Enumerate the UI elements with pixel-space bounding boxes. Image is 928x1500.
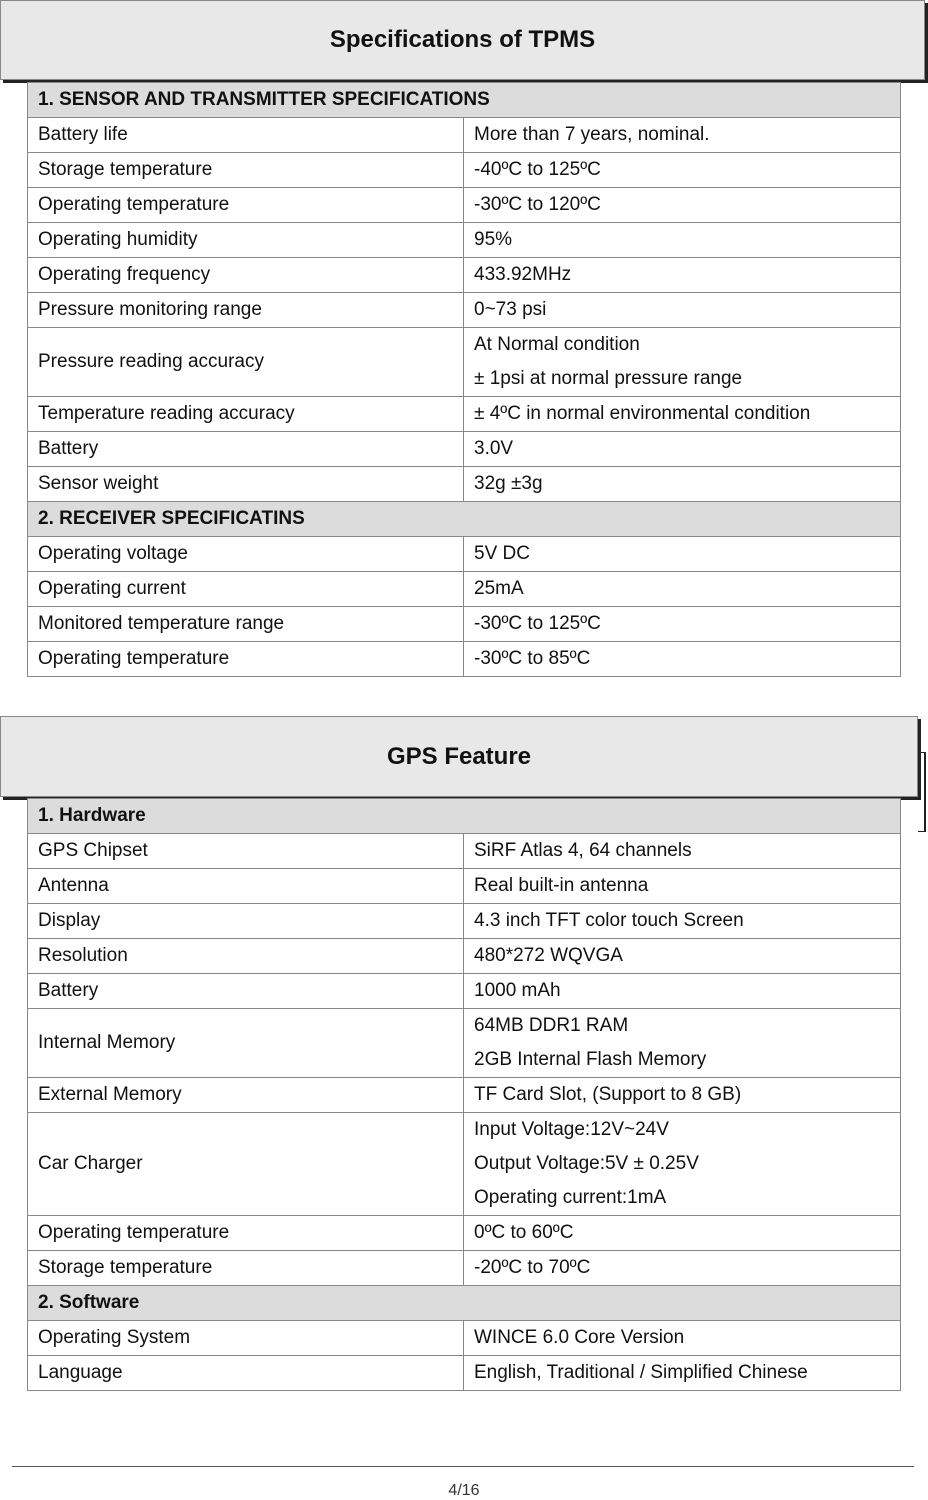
spec-label: Operating current [28, 572, 464, 607]
table-row [28, 118, 901, 153]
table-row [28, 432, 901, 467]
spec-label: Pressure monitoring range [28, 293, 464, 328]
spec-value [464, 153, 901, 188]
spec-label: Battery life [28, 118, 464, 153]
table-row [28, 939, 901, 974]
section-header-row [28, 799, 901, 834]
spec-value [464, 293, 901, 328]
table-row [28, 1251, 901, 1286]
spec-value-line: TF Card Slot, (Support to 8 GB) [474, 1084, 742, 1105]
spec-value [464, 223, 901, 258]
spec-value-line: ± 4ºC in normal environmental condition [474, 403, 811, 424]
table-row [28, 223, 901, 258]
spec-value [464, 642, 901, 677]
spec-label: Temperature reading accuracy [28, 397, 464, 432]
spec-value-line: 25mA [474, 578, 524, 599]
footer-divider [12, 1466, 914, 1467]
spec-label: Storage temperature [28, 1251, 464, 1286]
gps-title-banner [0, 716, 918, 797]
spec-value-line: English, Traditional / Simplified Chinese [474, 1362, 808, 1383]
spec-label: External Memory [28, 1078, 464, 1113]
table-row [28, 153, 901, 188]
spec-label: Monitored temperature range [28, 607, 464, 642]
table-row [28, 572, 901, 607]
spec-value [464, 328, 901, 397]
spec-value-line: 4.3 inch TFT color touch Screen [474, 910, 744, 931]
table-row [28, 642, 901, 677]
table-row [28, 607, 901, 642]
tpms-title-banner [0, 0, 925, 80]
spec-value-line: -20ºC to 70ºC [474, 1257, 591, 1278]
spec-value-line: 32g ±3g [474, 473, 543, 494]
table-row [28, 1078, 901, 1113]
spec-label: Internal Memory [28, 1009, 464, 1078]
table-row [28, 328, 901, 397]
spec-value-line: More than 7 years, nominal. [474, 124, 710, 145]
spec-value-line: 2GB Internal Flash Memory [474, 1049, 707, 1070]
spec-value-line: 3.0V [474, 438, 514, 459]
table-row [28, 1321, 901, 1356]
section-heading: 1. Hardware [28, 799, 901, 834]
table-row [28, 258, 901, 293]
spec-value [464, 1009, 901, 1078]
spec-label: Language [28, 1356, 464, 1391]
spec-value [464, 572, 901, 607]
spec-value-line: -30ºC to 120ºC [474, 194, 601, 215]
spec-label: Battery [28, 974, 464, 1009]
table-row [28, 1009, 901, 1078]
spec-value [464, 467, 901, 502]
spec-value [464, 1356, 901, 1391]
section-header-row [28, 502, 901, 537]
section-heading: 2. RECEIVER SPECIFICATINS [28, 502, 901, 537]
spec-value-line: 480*272 WQVGA [474, 945, 623, 966]
spec-value-line: 95% [474, 229, 513, 250]
spec-value-line: 1000 mAh [474, 980, 561, 1001]
spec-label: Operating temperature [28, 1216, 464, 1251]
tpms-spec-table [27, 82, 901, 677]
spec-label: Car Charger [28, 1113, 464, 1216]
spec-value-line: -40ºC to 125ºC [474, 159, 601, 180]
table-row [28, 1113, 901, 1216]
table-row [28, 834, 901, 869]
spec-label: Operating voltage [28, 537, 464, 572]
section-heading: 2. Software [28, 1286, 901, 1321]
section-header-row [28, 1286, 901, 1321]
spec-value [464, 607, 901, 642]
spec-label: Operating frequency [28, 258, 464, 293]
section-heading: 1. SENSOR AND TRANSMITTER SPECIFICATIONS [28, 83, 901, 118]
spec-value-line: -30ºC to 85ºC [474, 648, 591, 669]
spec-label: Display [28, 904, 464, 939]
table-row [28, 397, 901, 432]
table-row [28, 1216, 901, 1251]
spec-label: Operating humidity [28, 223, 464, 258]
page-number: 4/16 [448, 1482, 480, 1499]
spec-label: Operating temperature [28, 188, 464, 223]
spec-value [464, 869, 901, 904]
gps-spec-table [27, 798, 901, 1391]
spec-value [464, 258, 901, 293]
table-row [28, 974, 901, 1009]
spec-value-line: ± 1psi at normal pressure range [474, 368, 743, 389]
spec-label: Resolution [28, 939, 464, 974]
spec-value-line: Output Voltage:5V ± 0.25V [474, 1153, 699, 1174]
spec-value [464, 118, 901, 153]
spec-value [464, 397, 901, 432]
spec-value-line: 64MB DDR1 RAM [474, 1015, 629, 1036]
spec-label: Sensor weight [28, 467, 464, 502]
spec-label: Antenna [28, 869, 464, 904]
table-row [28, 467, 901, 502]
table-row [28, 188, 901, 223]
spec-value [464, 432, 901, 467]
spec-value [464, 834, 901, 869]
spec-label: Operating temperature [28, 642, 464, 677]
spec-value [464, 537, 901, 572]
section-header-row [28, 83, 901, 118]
spec-label: Storage temperature [28, 153, 464, 188]
spec-value-line: 433.92MHz [474, 264, 572, 285]
spec-value [464, 1078, 901, 1113]
spec-value [464, 974, 901, 1009]
spec-label: Pressure reading accuracy [28, 328, 464, 397]
spec-value-line: 0~73 psi [474, 299, 547, 320]
spec-value-line: WINCE 6.0 Core Version [474, 1327, 685, 1348]
spec-value-line: 5V DC [474, 543, 530, 564]
spec-value [464, 1321, 901, 1356]
spec-value [464, 939, 901, 974]
table-row [28, 869, 901, 904]
side-bracket-decoration [918, 752, 926, 832]
table-row [28, 293, 901, 328]
spec-value-line: Input Voltage:12V~24V [474, 1119, 669, 1140]
spec-value [464, 904, 901, 939]
spec-value [464, 1216, 901, 1251]
spec-value [464, 1251, 901, 1286]
spec-value [464, 1113, 901, 1216]
table-row [28, 1356, 901, 1391]
table-row [28, 537, 901, 572]
spec-value-line: 0ºC to 60ºC [474, 1222, 574, 1243]
spec-value-line: Operating current:1mA [474, 1187, 667, 1208]
spec-value [464, 188, 901, 223]
tpms-title: Specifications of TPMS [329, 26, 596, 53]
gps-title: GPS Feature [386, 742, 532, 770]
spec-value-line: Real built-in antenna [474, 875, 649, 896]
spec-value-line: SiRF Atlas 4, 64 channels [474, 840, 692, 861]
spec-label: GPS Chipset [28, 834, 464, 869]
spec-label: Battery [28, 432, 464, 467]
table-row [28, 904, 901, 939]
spec-label: Operating System [28, 1321, 464, 1356]
spec-value-line: At Normal condition [474, 334, 640, 355]
spec-value-line: -30ºC to 125ºC [474, 613, 601, 634]
